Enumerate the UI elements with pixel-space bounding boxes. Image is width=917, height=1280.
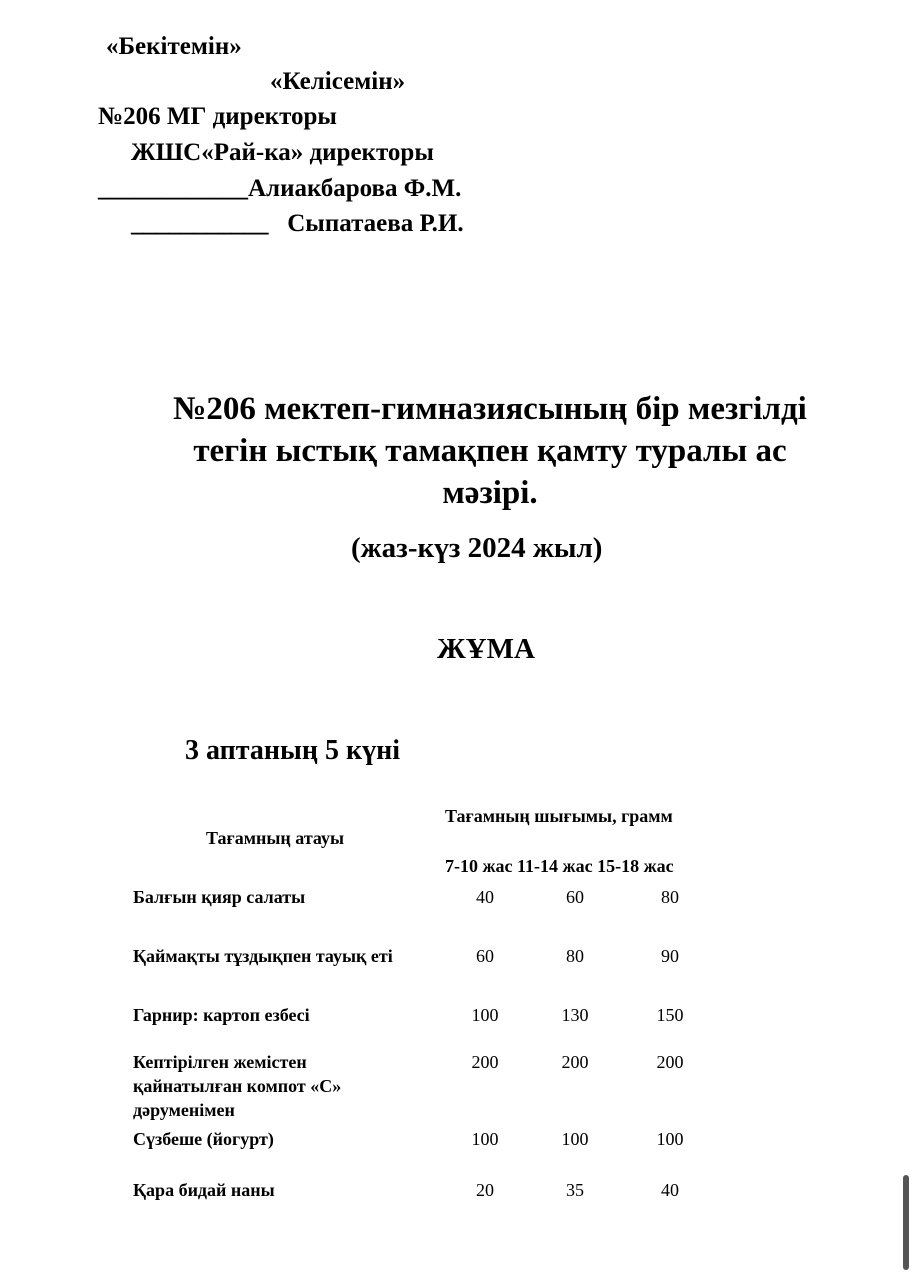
table-cell-7-10: 60 [476,946,494,966]
table-cell-7-10: 100 [471,1129,499,1149]
table-cell-7-10: 200 [471,1052,499,1072]
season-subtitle: (жаз-күз 2024 жыл) [351,532,603,564]
company-director-label: ЖШС«Рай-ка» директоры [131,139,434,166]
approve-label: «Бекітемін» [106,33,242,60]
table-cell-15-18: 90 [661,946,679,966]
table-cell-11-14: 80 [566,946,584,966]
table-cell-11-14: 200 [561,1052,589,1072]
document-title-line-3: мәзірі. [442,475,538,511]
table-row-name: Кептірілген жемістен қайнатылған компот «С» дәруменімен [133,1052,342,1120]
table-cell-15-18: 40 [661,1180,679,1200]
yield-header: Тағамның шығымы, грамм [445,806,673,826]
signature-line-2: ___________ Сыпатаева Р.И. [131,210,464,237]
table-cell-11-14: 35 [566,1180,584,1200]
dish-name-header: Тағамның атауы [206,828,345,848]
table-row-name: Сүзбеше (йогурт) [133,1129,274,1149]
document-title-line-1: №206 мектеп-гимназиясының бір мезгілді [173,391,807,427]
signature-line-1: ____________Алиакбарова Ф.М. [98,175,462,202]
table-cell-15-18: 150 [656,1005,684,1025]
table-row-name: Қара бидай наны [133,1180,275,1200]
table-row-name: Гарнир: картоп езбесі [133,1005,310,1025]
table-row-name: Балғын қияр салаты [133,887,306,907]
agree-label: «Келісемін» [270,68,406,95]
table-cell-15-18: 200 [656,1052,684,1072]
day-heading: ЖҰМА [437,633,535,665]
table-cell-7-10: 40 [476,887,494,907]
table-cell-11-14: 130 [561,1005,589,1025]
school-director-label: №206 МГ директоры [98,103,337,130]
table-cell-7-10: 20 [476,1180,494,1200]
scrollbar[interactable] [903,1175,909,1270]
table-cell-15-18: 80 [661,887,679,907]
week-day-heading: 3 аптаның 5 күні [185,735,401,766]
table-cell-15-18: 100 [656,1129,684,1149]
table-cell-11-14: 60 [566,887,584,907]
table-cell-7-10: 100 [471,1005,499,1025]
age-groups-header: 7-10 жас 11-14 жас 15-18 жас [445,856,674,876]
table-row-name: Қаймақты тұздықпен тауық еті [133,946,393,966]
document-title-line-2: тегін ыстық тамақпен қамту туралы ас [193,433,787,469]
table-cell-11-14: 100 [561,1129,589,1149]
